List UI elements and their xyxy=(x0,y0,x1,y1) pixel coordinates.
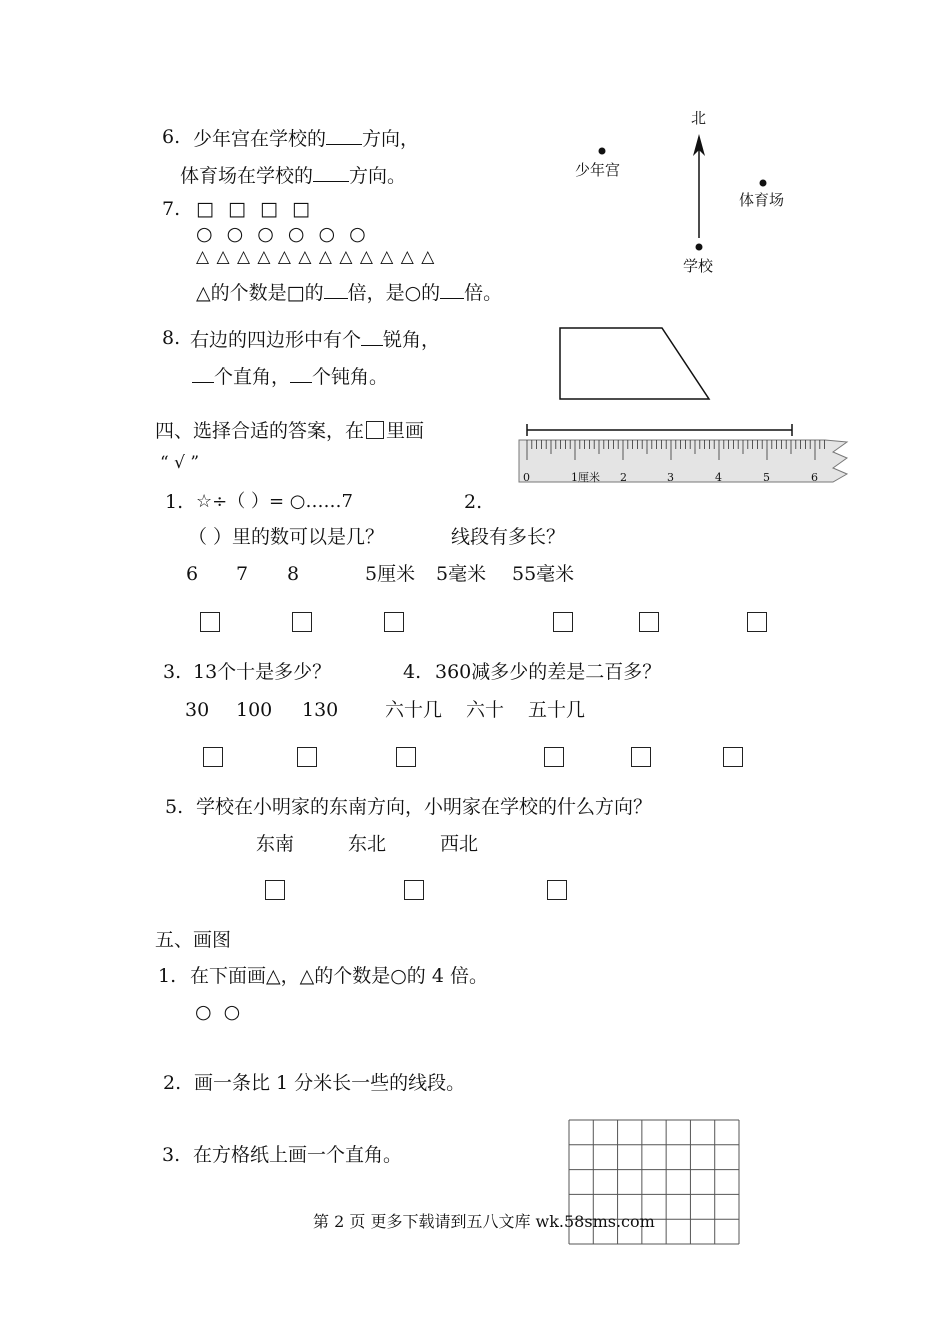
s4-q1-checkbox-3[interactable] xyxy=(384,612,404,632)
q7-circles: ○ ○ ○ ○ ○ ○ xyxy=(196,223,370,245)
map-stadium-dot xyxy=(758,178,768,188)
q6-line1-pre: 少年宫在学校的 xyxy=(193,128,327,150)
q8-line2-a: 个直角， xyxy=(214,366,291,388)
section4-title-post: 里画 xyxy=(386,420,425,442)
s4-q1-number: 1. xyxy=(165,491,184,513)
s4-q2-option-3: 55毫米 xyxy=(512,563,575,585)
map-school-dot xyxy=(694,242,704,252)
q7-question-c: 倍。 xyxy=(464,282,503,304)
s4-q5-ask: 学校在小明家的东南方向，小明家在学校的什么方向？ xyxy=(196,796,653,818)
s4-q3-number: 3. xyxy=(163,661,182,683)
q7-triangles: △ △ △ △ △ △ △ △ △ △ △ △ xyxy=(196,247,436,267)
s4-q2-ask: 线段有多长？ xyxy=(451,526,566,548)
s4-q1-option-3: 8 xyxy=(287,563,300,585)
s4-q2-option-1: 5厘米 xyxy=(365,563,416,585)
section4-check-mark: “ √ ” xyxy=(160,453,200,473)
ruler-image xyxy=(515,418,855,490)
s4-q3-checkbox-2[interactable] xyxy=(297,747,317,767)
s4-q3-option-2: 100 xyxy=(236,699,273,721)
s4-q1-expr: ☆÷（ ）= ○……7 xyxy=(196,491,353,512)
section5-title: 五、画图 xyxy=(155,929,232,951)
s4-q2-checkbox-1[interactable] xyxy=(553,612,573,632)
s4-q3-option-1: 30 xyxy=(185,699,210,721)
s4-q5-option-3: 西北 xyxy=(440,833,479,855)
s4-q1-option-1: 6 xyxy=(186,563,199,585)
q6-line1 xyxy=(193,128,419,149)
q7-blank-1[interactable] xyxy=(324,282,348,299)
s4-q4-option-1: 六十几 xyxy=(385,699,443,721)
s4-q4-option-3: 五十几 xyxy=(528,699,586,721)
map-north-label: 北 xyxy=(691,109,707,127)
q6-blank-1[interactable] xyxy=(326,128,362,145)
q8-line2-b: 个钝角。 xyxy=(312,366,389,388)
ruler-tick-3: 3 xyxy=(667,471,674,484)
s4-q5-checkbox-1[interactable] xyxy=(265,880,285,900)
s4-q3-ask: 13个十是多少？ xyxy=(193,661,332,683)
s4-q5-checkbox-2[interactable] xyxy=(404,880,424,900)
s5-q1-number: 1. xyxy=(158,965,177,987)
s4-q4-checkbox-1[interactable] xyxy=(544,747,564,767)
q7-question-a: △的个数是□的 xyxy=(196,282,324,304)
q6-number: 6. xyxy=(162,126,181,148)
q7-blank-2[interactable] xyxy=(440,282,464,299)
ruler-body xyxy=(519,440,847,482)
ruler-unit-label: 1厘米 xyxy=(571,471,600,484)
s5-q2-number: 2. xyxy=(163,1072,182,1094)
q8-blank-2[interactable] xyxy=(192,366,214,383)
s4-q4-number: 4. xyxy=(403,661,422,683)
section4-title xyxy=(155,421,424,441)
q6-line2-pre: 体育场在学校的 xyxy=(180,165,314,187)
q6-blank-2[interactable] xyxy=(313,165,349,182)
section4-title-text: 四、选择合适的答案，在 xyxy=(155,420,365,442)
s4-q1-checkbox-2[interactable] xyxy=(292,612,312,632)
s4-q2-checkbox-3[interactable] xyxy=(747,612,767,632)
q8-line2 xyxy=(192,366,388,387)
s4-q4-checkbox-3[interactable] xyxy=(723,747,743,767)
q7-number: 7. xyxy=(162,198,181,220)
q6-line2-post: 方向。 xyxy=(349,165,407,187)
map-palace-dot xyxy=(597,146,607,156)
s4-q2-option-2: 5毫米 xyxy=(436,563,487,585)
ruler-tick-2: 2 xyxy=(620,471,627,484)
s5-q3-number: 3. xyxy=(162,1144,181,1166)
q6-line2 xyxy=(180,165,406,186)
s4-q5-option-1: 东南 xyxy=(256,833,295,855)
ruler-tick-4: 4 xyxy=(715,471,722,484)
q8-number: 8. xyxy=(162,327,181,349)
q6-line1-post: 方向， xyxy=(362,128,420,150)
map-stadium-label: 体育场 xyxy=(739,191,785,209)
s4-q5-option-2: 东北 xyxy=(348,833,387,855)
s4-q3-option-3: 130 xyxy=(302,699,339,721)
section4-title-box xyxy=(366,421,384,439)
map-north-arrow xyxy=(689,134,709,244)
q7-squares: □ □ □ □ xyxy=(196,198,314,220)
q7-question xyxy=(196,282,502,303)
s4-q1-option-2: 7 xyxy=(236,563,249,585)
q8-quadrilateral xyxy=(556,325,716,405)
s4-q4-checkbox-2[interactable] xyxy=(631,747,651,767)
q7-question-b: 倍，是○的 xyxy=(347,282,441,304)
s4-q1-ask: （ ）里的数可以是几？ xyxy=(188,526,385,548)
q8-line1-post: 锐角， xyxy=(383,329,441,351)
s4-q3-checkbox-1[interactable] xyxy=(203,747,223,767)
s5-q3-text: 在方格纸上画一个直角。 xyxy=(193,1144,403,1166)
s4-q1-checkbox-1[interactable] xyxy=(200,612,220,632)
q8-blank-1[interactable] xyxy=(361,329,383,346)
s4-q4-ask: 360减多少的差是二百多？ xyxy=(435,661,662,683)
s5-q1-circles: ○ ○ xyxy=(195,1001,241,1023)
ruler-tick-6: 6 xyxy=(811,471,818,484)
s4-q5-number: 5. xyxy=(165,796,184,818)
map-palace-label: 少年宫 xyxy=(575,161,621,179)
s5-q2-text: 画一条比 1 分米长一些的线段。 xyxy=(194,1072,466,1094)
s4-q5-checkbox-3[interactable] xyxy=(547,880,567,900)
s4-q4-option-2: 六十 xyxy=(466,699,505,721)
s4-q2-checkbox-2[interactable] xyxy=(639,612,659,632)
q8-line1-pre: 右边的四边形中有个 xyxy=(190,329,362,351)
map-school-label: 学校 xyxy=(683,257,714,275)
ruler-tick-5: 5 xyxy=(763,471,770,484)
q8-line1 xyxy=(190,329,440,350)
s4-q3-checkbox-3[interactable] xyxy=(396,747,416,767)
s4-q2-number: 2. xyxy=(464,491,483,513)
page-footer: 第 2 页 更多下载请到五八文库 wk.58sms.com xyxy=(313,1212,655,1231)
q8-blank-3[interactable] xyxy=(290,366,312,383)
ruler-tick-0: 0 xyxy=(523,471,530,484)
s5-q1-text: 在下面画△，△的个数是○的 4 倍。 xyxy=(190,965,488,987)
